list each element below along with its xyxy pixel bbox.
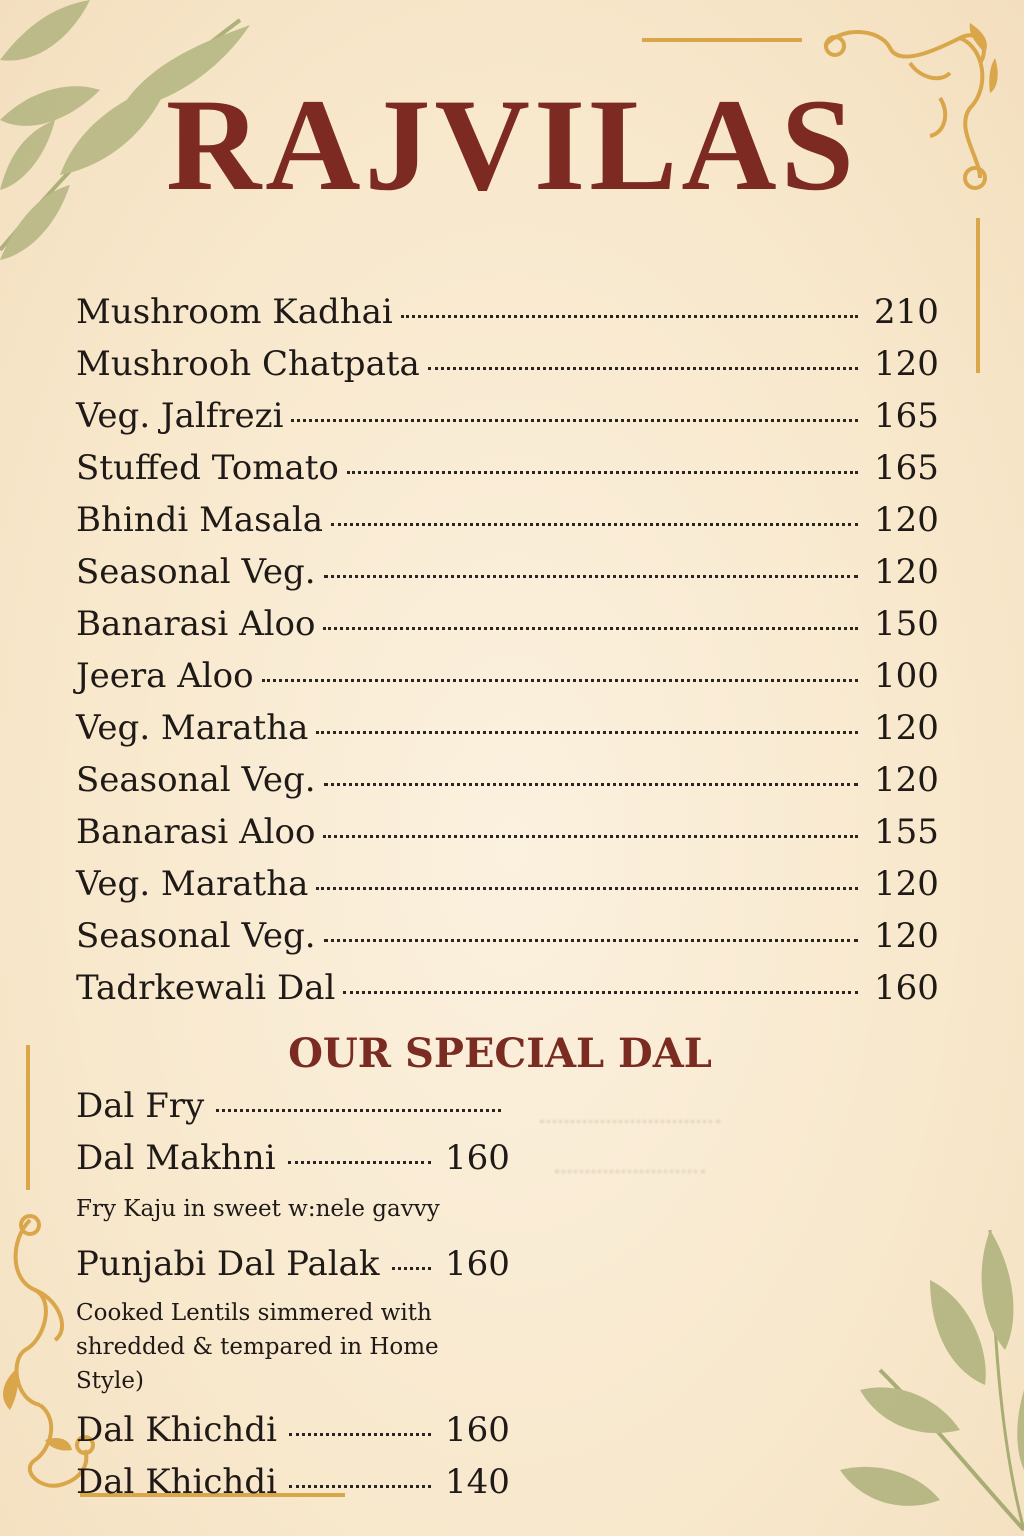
dal-item-price: 160	[445, 1138, 510, 1178]
dotted-leader	[262, 679, 858, 682]
menu-item-price: 120	[874, 916, 939, 956]
dotted-leader	[401, 315, 858, 318]
dotted-leader	[324, 783, 858, 786]
restaurant-name: RAJVILAS	[165, 71, 859, 218]
menu-list	[76, 286, 939, 1014]
menu-item	[76, 338, 939, 390]
menu-item-price: 120	[874, 708, 939, 748]
menu-item-name: Veg. Jalfrezi	[76, 396, 284, 436]
menu-item-name: Seasonal Veg.	[76, 760, 316, 800]
section-heading: OUR SPECIAL DAL	[288, 1030, 712, 1077]
dal-item-description: Fry Kaju in sweet w:nele gavvy	[76, 1196, 440, 1222]
menu-item-name: Stuffed Tomato	[76, 448, 339, 488]
menu-item	[76, 910, 939, 962]
dal-item-name: Dal Khichdi	[76, 1462, 277, 1502]
menu-item	[76, 754, 939, 806]
dal-item	[76, 1404, 510, 1456]
menu-item	[76, 390, 939, 442]
dotted-leader	[323, 627, 858, 630]
menu-item	[76, 494, 939, 546]
special-dal-list	[76, 1080, 510, 1508]
dotted-leader	[291, 419, 858, 422]
dotted-leader	[323, 835, 858, 838]
menu-item-price: 120	[874, 344, 939, 384]
menu-item-name: Mushrooh Chatpata	[76, 344, 420, 384]
menu-item	[76, 702, 939, 754]
menu-item-name: Seasonal Veg.	[76, 552, 316, 592]
menu-item	[76, 806, 939, 858]
menu-item-price: 120	[874, 552, 939, 592]
dotted-leader	[316, 887, 858, 890]
menu-item-price: 150	[874, 604, 939, 644]
dotted-leader	[347, 471, 858, 474]
menu-item	[76, 546, 939, 598]
dal-item-price: 160	[445, 1410, 510, 1450]
dal-item-price: 160	[445, 1244, 510, 1284]
menu-item-name: Veg. Maratha	[76, 708, 309, 748]
dal-item-description: shredded & tempared in Home Style)	[76, 1334, 439, 1394]
menu-item-name: Veg. Maratha	[76, 864, 309, 904]
menu-item-price: 155	[874, 812, 939, 852]
menu-item-price: 165	[874, 448, 939, 488]
dal-item-name: Dal Makhni	[76, 1138, 276, 1178]
faded-smudge	[555, 1160, 705, 1173]
faded-smudge	[540, 1110, 720, 1123]
dotted-leader	[331, 523, 858, 526]
dal-item-description: Cooked Lentils simmered with	[76, 1300, 432, 1326]
menu-item-name: Seasonal Veg.	[76, 916, 316, 956]
menu-item	[76, 442, 939, 494]
dotted-leader	[324, 575, 858, 578]
menu-item-name: Tadrkewali Dal	[76, 968, 336, 1008]
menu-item-price: 100	[874, 656, 939, 696]
dotted-leader	[392, 1267, 431, 1270]
dal-item-name: Dal Khichdi	[76, 1410, 277, 1450]
menu-item-price: 210	[874, 292, 939, 332]
menu-item-price: 160	[874, 968, 939, 1008]
dal-item	[76, 1080, 501, 1132]
menu-item	[76, 962, 939, 1014]
dal-item-price: 140	[445, 1462, 510, 1502]
menu-item-name: Mushroom Kadhai	[76, 292, 393, 332]
menu-item-price: 120	[874, 864, 939, 904]
leaf-sprig-icon	[820, 1220, 1024, 1536]
menu-item-price: 120	[874, 760, 939, 800]
dotted-leader	[324, 939, 858, 942]
dal-item-name: Dal Fry	[76, 1086, 205, 1126]
dotted-leader	[216, 1109, 501, 1112]
dal-item-name: Punjabi Dal Palak	[76, 1244, 380, 1284]
dotted-leader	[316, 731, 858, 734]
dotted-leader	[289, 1433, 431, 1436]
menu-item-name: Jeera Aloo	[76, 656, 254, 696]
menu-item	[76, 598, 939, 650]
menu-item	[76, 858, 939, 910]
menu-item	[76, 286, 939, 338]
dal-item	[76, 1238, 510, 1290]
dotted-leader	[343, 991, 858, 994]
dotted-leader	[288, 1161, 431, 1164]
menu-item-name: Banarasi Aloo	[76, 812, 316, 852]
menu-item-price: 165	[874, 396, 939, 436]
menu-item	[76, 650, 939, 702]
dal-item	[76, 1456, 510, 1508]
menu-item-price: 120	[874, 500, 939, 540]
dotted-leader	[428, 367, 858, 370]
dal-item	[76, 1132, 510, 1184]
dotted-leader	[289, 1485, 431, 1488]
menu-item-name: Banarasi Aloo	[76, 604, 316, 644]
menu-item-name: Bhindi Masala	[76, 500, 324, 540]
